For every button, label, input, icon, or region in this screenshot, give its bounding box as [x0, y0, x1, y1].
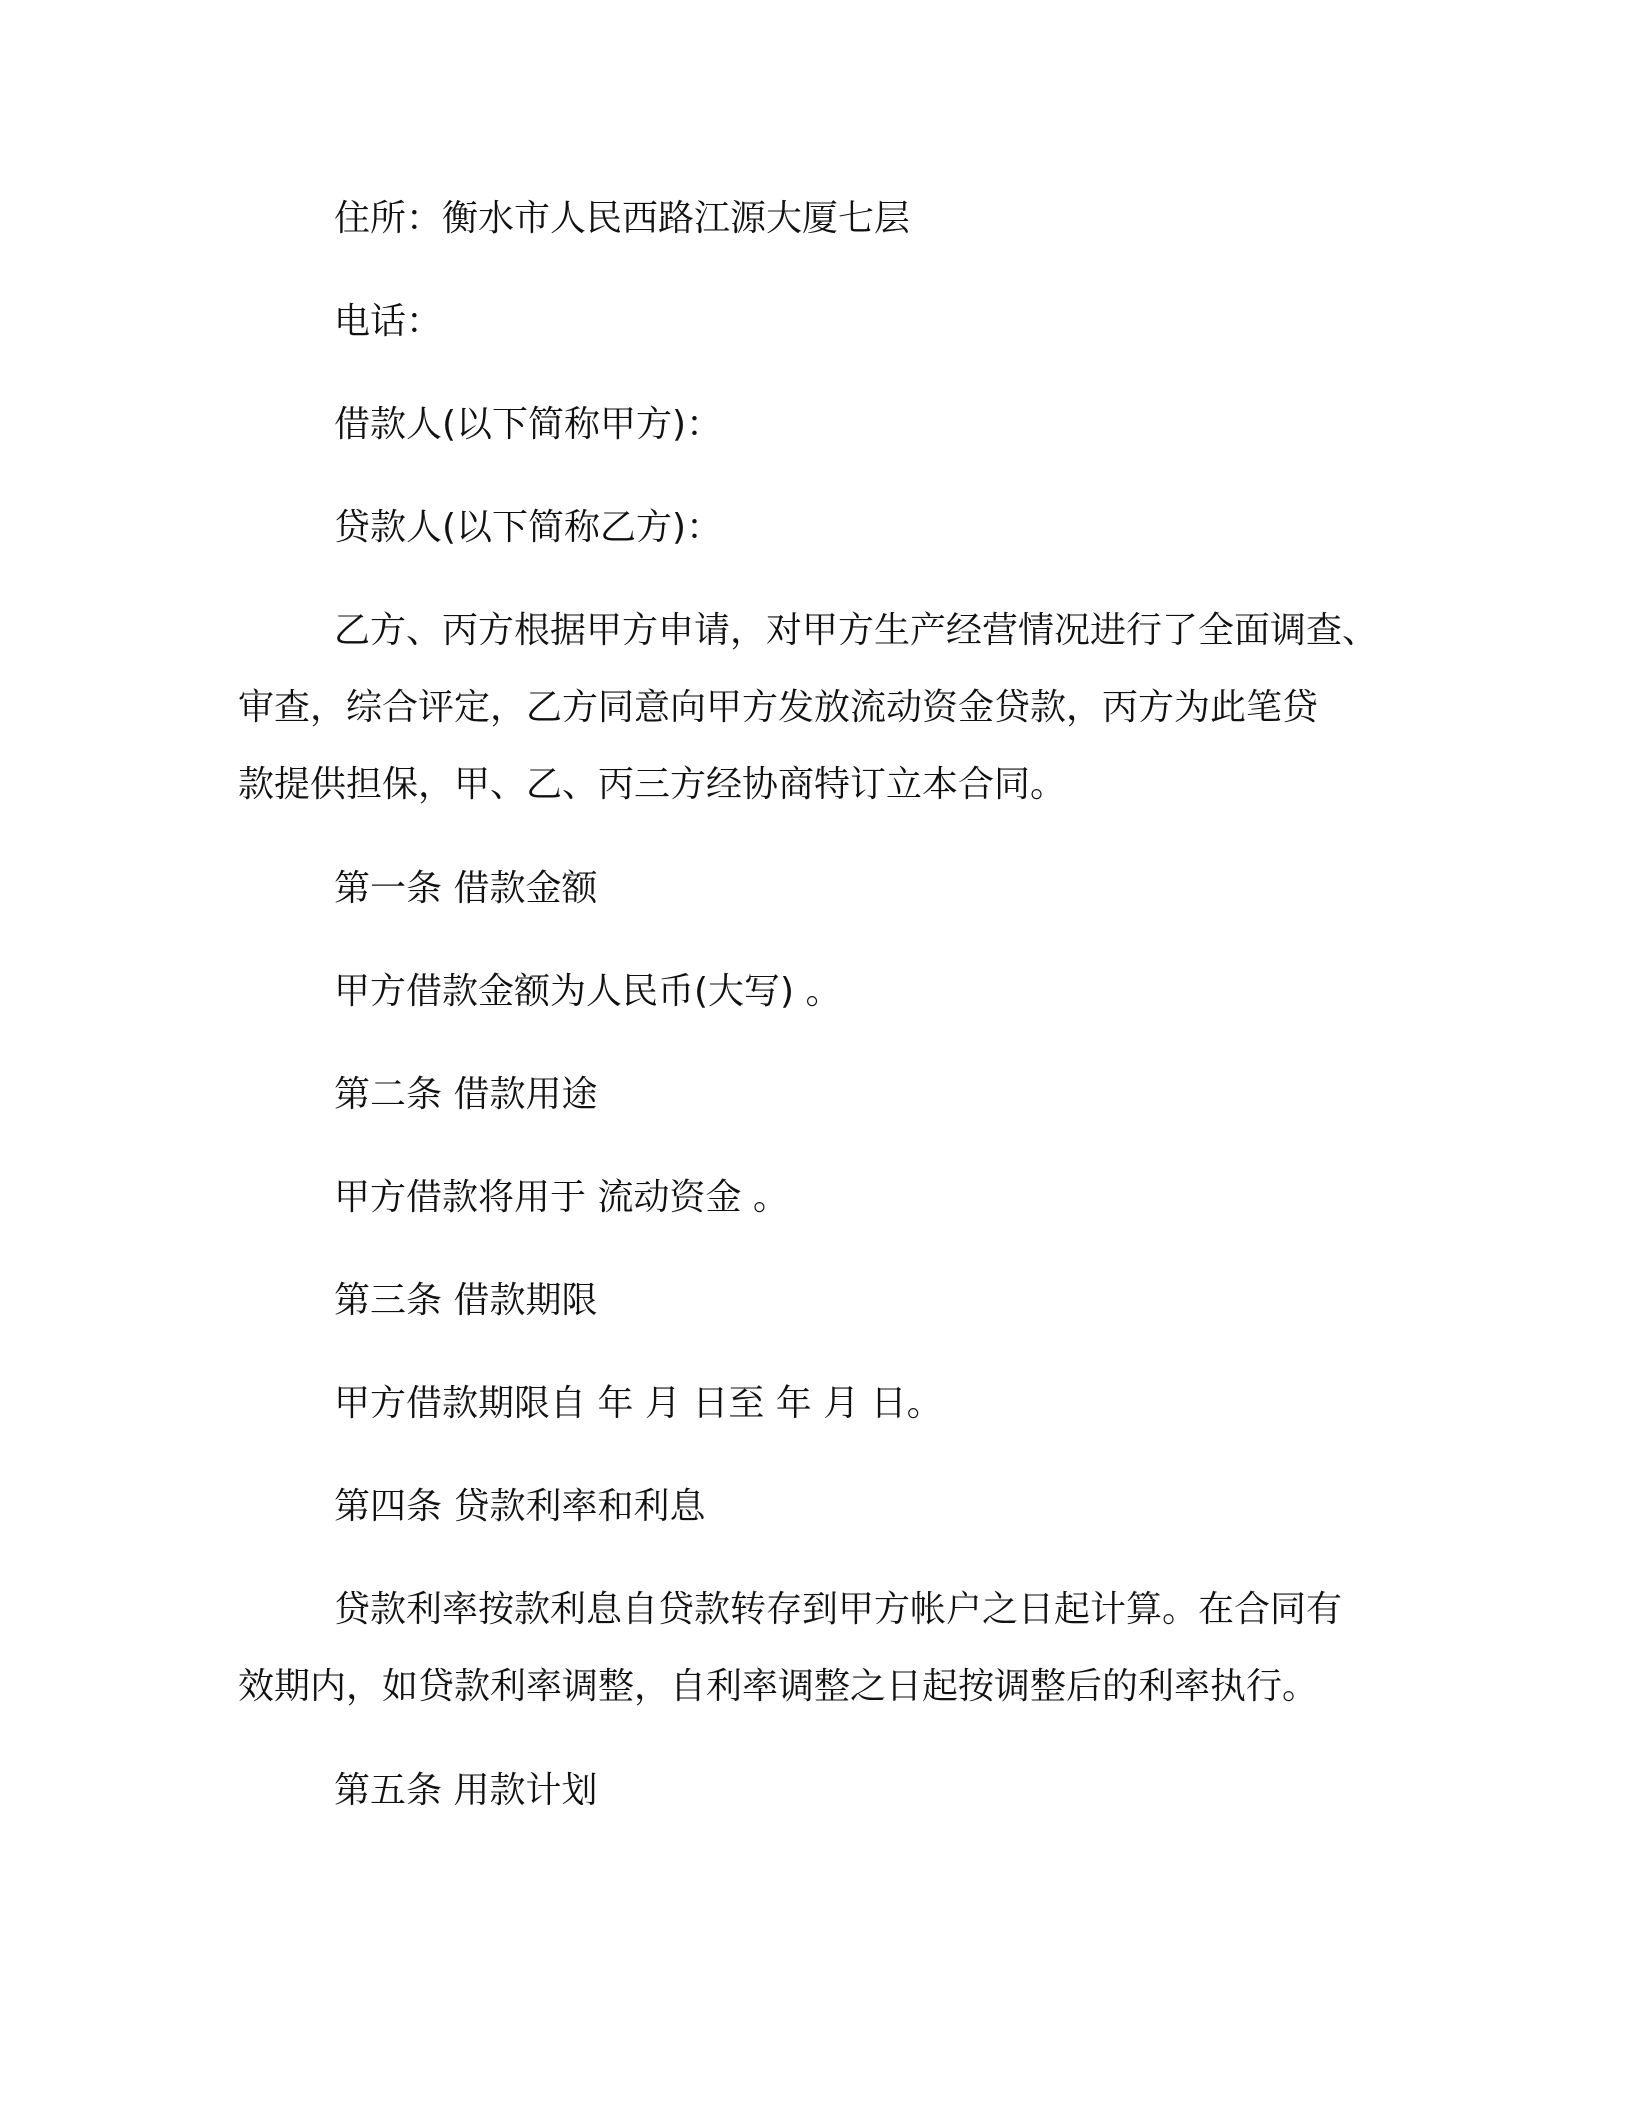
address-line: 住所：衡水市人民西路江源大厦七层 — [334, 198, 911, 239]
article-2-body: 甲方借款将用于 流动资金 。 — [334, 1177, 789, 1218]
article-3-body: 甲方借款期限自 年 月 日至 年 月 日。 — [334, 1383, 943, 1424]
article-4-body — [238, 1571, 1418, 1725]
article-3-title: 第三条 借款期限 — [334, 1280, 598, 1321]
borrower-line: 借款人(以下简称甲方)： — [334, 404, 723, 445]
article-4-line-2: 效期内，如贷款利率调整，自利率调整之日起按调整后的利率执行。 — [238, 1666, 1319, 1707]
article-1-title: 第一条 借款金额 — [334, 868, 598, 909]
article-4-line-1: 贷款利率按款利息自贷款转存到甲方帐户之日起计算。在合同有 — [334, 1589, 1343, 1630]
intro-line-2: 审查，综合评定，乙方同意向甲方发放流动资金贷款，丙方为此笔贷 — [238, 687, 1319, 728]
intro-paragraph — [238, 592, 1418, 823]
intro-line-1: 乙方、丙方根据甲方申请，对甲方生产经营情况进行了全面调查、 — [334, 610, 1379, 651]
article-5-title: 第五条 用款计划 — [334, 1770, 598, 1811]
intro-line-3: 款提供担保，甲、乙、丙三方经协商特订立本合同。 — [238, 764, 1067, 805]
article-2-title: 第二条 借款用途 — [334, 1074, 598, 1115]
article-1-body: 甲方借款金额为人民币(大写) 。 — [334, 971, 842, 1012]
article-4-title: 第四条 贷款利率和利息 — [334, 1486, 706, 1527]
phone-line: 电话： — [334, 301, 443, 342]
lender-line: 贷款人(以下简称乙方)： — [334, 507, 723, 548]
